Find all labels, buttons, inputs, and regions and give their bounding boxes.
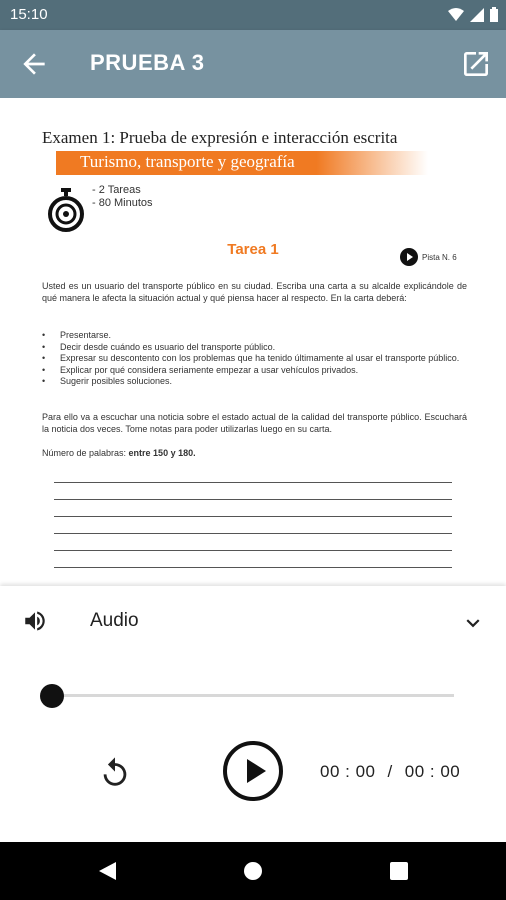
list-item: • Presentarse. [42,330,467,342]
open-external-icon[interactable] [460,48,492,80]
task-title: Tarea 1 [227,241,279,258]
wifi-icon [448,8,464,22]
list-item: • Sugerir posibles soluciones. [42,376,467,388]
play-circle-icon [400,248,418,266]
seek-bar[interactable] [52,694,454,697]
word-count-label: Número de palabras: [42,448,129,458]
nav-home-icon[interactable] [242,860,264,882]
nav-recent-icon[interactable] [388,860,410,882]
meta-tasks: - 2 Tareas [92,184,141,196]
exam-title: Examen 1: Prueba de expresión e interacción escrita [42,128,398,147]
chevron-down-icon[interactable] [460,610,486,636]
signal-icon [470,8,484,22]
document-view[interactable] [0,98,506,586]
writing-lines [54,482,452,584]
status-bar [0,0,506,30]
pista-label: Pista N. 6 [422,252,457,262]
writing-line [54,482,452,483]
list-item: • Decir desde cuándo es usuario del transporte público. [42,342,467,354]
task-intro: Usted es un usuario del transporte público en su ciudad. Escriba una carta a su alcalde explicándole de qué manera le afecta la situación actual y qué piensa hacer al respecto. En la carta deberá: [42,281,467,303]
seek-thumb[interactable] [40,684,64,708]
writing-line [54,567,452,568]
audio-label: Audio [90,610,139,631]
replay-icon[interactable] [98,756,132,790]
back-arrow-icon[interactable] [18,48,50,80]
writing-line [54,499,452,500]
time-separator: / [387,762,393,781]
system-nav-bar [0,842,506,900]
banner-text: Turismo, transporte y geografía [80,152,295,171]
meta-duration: - 80 Minutos [92,197,153,209]
writing-line [54,533,452,534]
battery-icon [490,7,498,22]
play-icon[interactable] [222,740,284,802]
exam-meta [92,184,153,210]
list-item: • Explicar por qué considera seriamente empezar a usar vehículos privados. [42,365,467,377]
task-instructions: Para ello va a escuchar una noticia sobre el estado actual de la calidad del transporte público. Escuchará la noticia dos veces. Tome notas para poder utilizarlas luego en su carta. [42,412,467,434]
task-bullets [42,330,467,388]
total-time: 00 : 00 [404,762,461,781]
audio-player [0,586,506,842]
list-item: • Expresar su descontento con los problemas que ha tenido últimamente al usar el transporte público. [42,353,467,365]
time-display [320,762,460,782]
writing-line [54,550,452,551]
pista-marker [400,248,457,266]
status-time: 15:10 [10,6,48,23]
app-bar [0,30,506,98]
stopwatch-icon [46,188,86,232]
current-time: 00 : 00 [320,762,376,781]
status-icons [448,7,498,22]
word-count-value: entre 150 y 180. [128,448,196,458]
speaker-icon[interactable] [22,608,48,634]
nav-back-icon[interactable] [96,860,118,882]
word-count [42,448,467,460]
writing-line [54,516,452,517]
page-title: PRUEBA 3 [90,50,205,75]
topic-banner [56,151,428,175]
